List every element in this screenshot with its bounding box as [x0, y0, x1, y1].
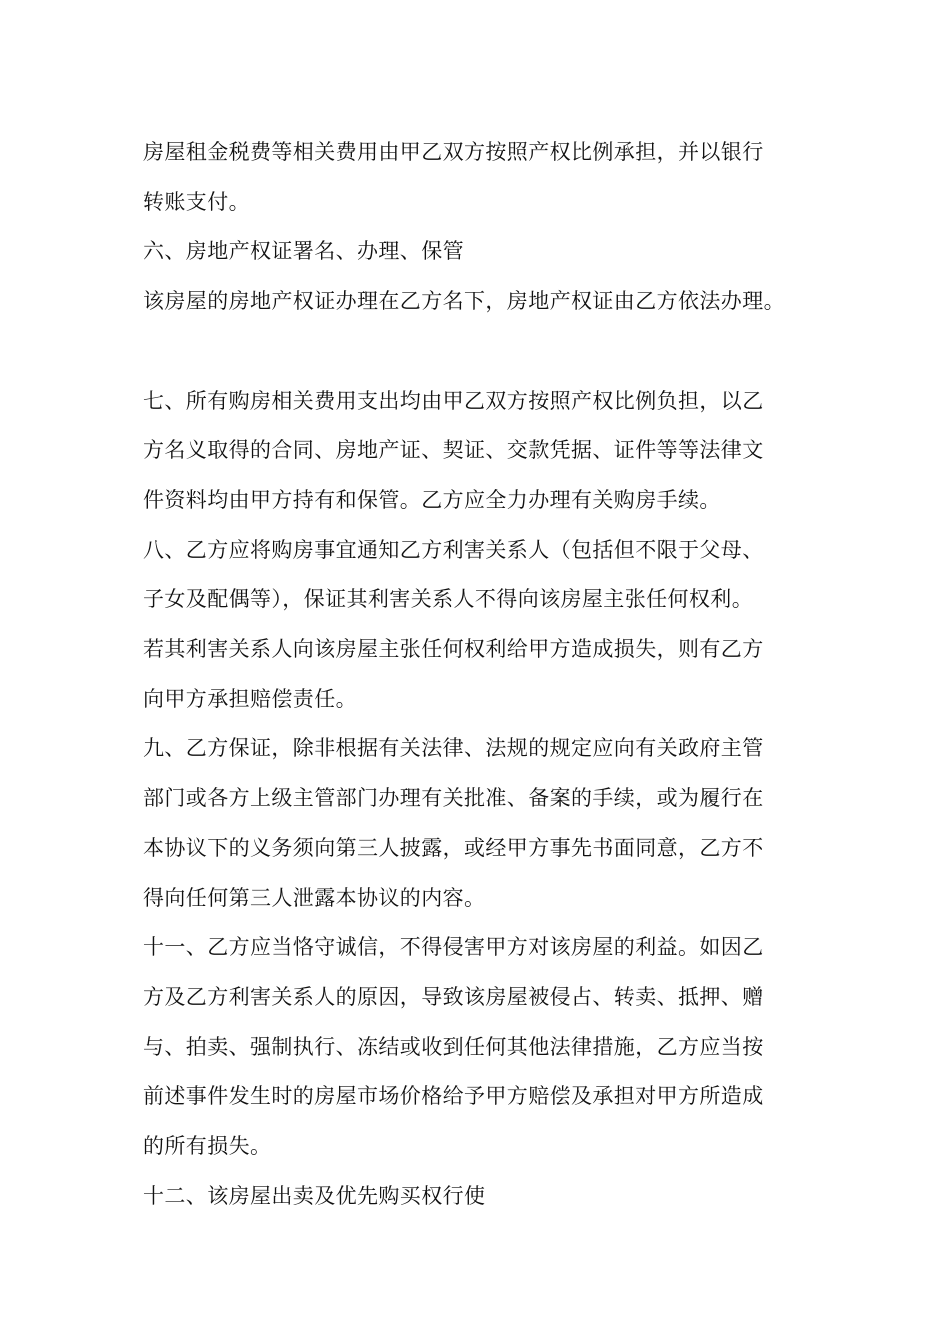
- section-heading: 六、房地产权证署名、办理、保管: [143, 239, 464, 264]
- text-line: 得向任何第三人泄露本协议的内容。: [143, 885, 486, 910]
- text-line: 本协议下的义务须向第三人披露，或经甲方事先书面同意，乙方不: [143, 835, 764, 860]
- text-line: 方名义取得的合同、房地产证、契证、交款凭据、证件等等法律文: [143, 438, 764, 463]
- text-line: 方及乙方利害关系人的原因，导致该房屋被侵占、转卖、抵押、赠: [143, 984, 764, 1009]
- text-line: 该房屋的房地产权证办理在乙方名下，房地产权证由乙方依法办理。: [143, 289, 785, 314]
- text-line: 与、拍卖、强制执行、冻结或收到任何其他法律措施，乙方应当按: [143, 1034, 764, 1059]
- text-line: 七、所有购房相关费用支出均由甲乙双方按照产权比例负担，以乙: [143, 388, 764, 413]
- document-body: [143, 128, 833, 1221]
- text-line: 的所有损失。: [143, 1134, 272, 1159]
- text-line: 前述事件发生时的房屋市场价格给予甲方赔偿及承担对甲方所造成: [143, 1084, 764, 1109]
- text-line: 八、乙方应将购房事宜通知乙方利害关系人（包括但不限于父母、: [143, 537, 764, 562]
- text-line: 部门或各方上级主管部门办理有关批准、备案的手续，或为履行在: [143, 786, 764, 811]
- text-line: 九、乙方保证，除非根据有关法律、法规的规定应向有关政府主管: [143, 736, 764, 761]
- blank-line: [143, 327, 833, 377]
- text-line: 件资料均由甲方持有和保管。乙方应全力办理有关购房手续。: [143, 487, 721, 512]
- text-line: 向甲方承担赔偿责任。: [143, 686, 357, 711]
- text-line: 转账支付。: [143, 189, 250, 214]
- text-line: 若其利害关系人向该房屋主张任何权利给甲方造成损失，则有乙方: [143, 637, 764, 662]
- text-line: 房屋租金税费等相关费用由甲乙双方按照产权比例承担，并以银行: [143, 140, 764, 164]
- section-heading: 十二、该房屋出卖及优先购买权行使: [143, 1183, 486, 1208]
- text-line: 十一、乙方应当恪守诚信，不得侵害甲方对该房屋的利益。如因乙: [143, 935, 764, 960]
- text-line: 子女及配偶等），保证其利害关系人不得向该房屋主张任何权利。: [143, 587, 754, 612]
